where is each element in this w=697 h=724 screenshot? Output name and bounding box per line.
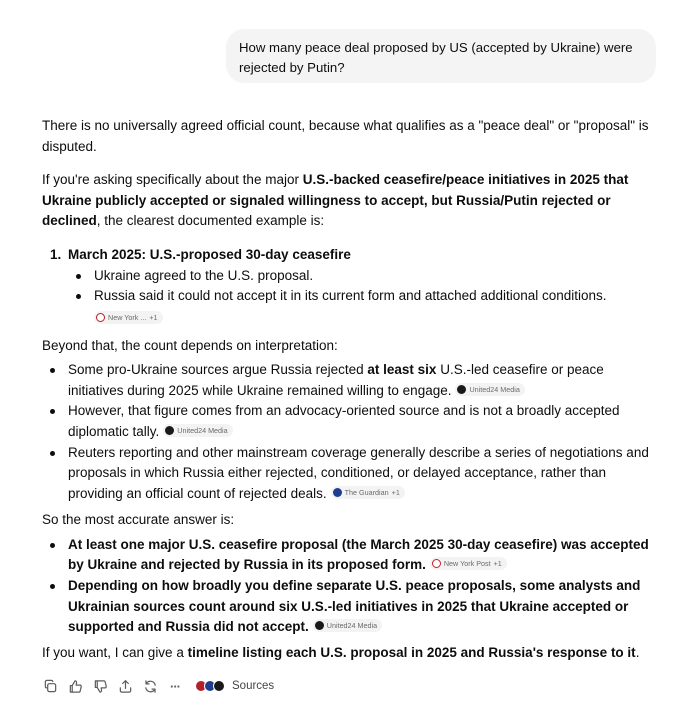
thumbs-down-icon[interactable] (91, 677, 109, 695)
list-item: Some pro-Ukraine sources argue Russia rejected at least six U.S.-led ceasefire or peace initiatives during 2025 while Ukraine remained willing to engage. United24 Media (42, 360, 657, 401)
united24-icon (315, 621, 324, 630)
new-york-times-icon (96, 313, 105, 322)
list-item: At least one major U.S. ceasefire proposal (the March 2025 30-day ceasefire) was accepted by Ukraine and rejected by Russia in its proposed form. New York Post +1 (42, 535, 657, 576)
message-action-toolbar (41, 677, 274, 695)
source-chip[interactable]: New York Post +1 (430, 557, 507, 570)
united24-icon (165, 426, 174, 435)
list-item: Ukraine agreed to the U.S. proposal. (68, 266, 657, 287)
list-item: However, that figure comes from an advocacy-oriented source and is not a broadly accepted diplomatic tally. United24 Media (42, 401, 657, 442)
answer-paragraph-1: There is no universally agreed official count, because what qualifies as a "peace deal" or "proposal" is disputed. (42, 118, 649, 154)
ordered-list-item (42, 245, 657, 265)
ordered-item-title: March 2025: U.S.-proposed 30-day ceasefire (68, 246, 351, 262)
source-chip[interactable]: United24 Media (313, 619, 382, 632)
assistant-answer (42, 116, 657, 663)
source-chip[interactable]: New York ... +1 (94, 311, 163, 324)
answer-paragraph-2: If you're asking specifically about the major U.S.-backed ceasefire/peace initiatives in 2025 that Ukraine publicly accepted or signaled willingness to accept, but Russia/Putin rejected or declined, the clearest documented example is: (42, 172, 629, 228)
guardian-icon (333, 488, 342, 497)
answer-paragraph-5: If you want, I can give a timeline listing each U.S. proposal in 2025 and Russia's response to it. (42, 644, 640, 660)
nested-bullet-list (42, 266, 657, 307)
sources-button[interactable] (195, 680, 274, 692)
copy-icon[interactable] (41, 677, 59, 695)
more-icon[interactable]: ··· (170, 678, 180, 694)
bullet-list-2 (42, 535, 657, 638)
user-message-text: How many peace deal proposed by US (accepted by Ukraine) were rejected by Putin? (239, 40, 633, 75)
list-number: 1. (50, 246, 62, 262)
answer-paragraph-3: Beyond that, the count depends on interpretation: (42, 337, 338, 353)
user-message-bubble (226, 29, 656, 83)
sources-label: Sources (232, 680, 275, 692)
source-chip[interactable]: United24 Media (163, 424, 232, 437)
source-chip[interactable]: United24 Media (455, 383, 524, 396)
source-row (42, 307, 657, 329)
regenerate-icon[interactable] (141, 677, 159, 695)
list-item: Russia said it could not accept it in its current form and attached additional conditions. (68, 286, 657, 307)
list-item: Depending on how broadly you define separate U.S. peace proposals, some analysts and Ukrainian sources count around six U.S.-led initiatives in 2025 that Ukraine accepted or supported and Russia did not accept. United24 Media (42, 576, 657, 638)
share-icon[interactable] (116, 677, 134, 695)
source-chip[interactable]: The Guardian +1 (331, 486, 405, 499)
answer-paragraph-4: So the most accurate answer is: (42, 512, 235, 528)
list-item: Reuters reporting and other mainstream coverage generally describe a series of negotiations and proposals in which Russia either rejected, conditioned, or delayed acceptance, rather than providing an official count of rejected deals. The Guardian +1 (42, 443, 657, 505)
bullet-list-1 (42, 360, 657, 504)
united24-icon (457, 385, 466, 394)
new-york-post-icon (432, 559, 441, 568)
thumbs-up-icon[interactable] (66, 677, 84, 695)
united24-icon (213, 680, 225, 692)
